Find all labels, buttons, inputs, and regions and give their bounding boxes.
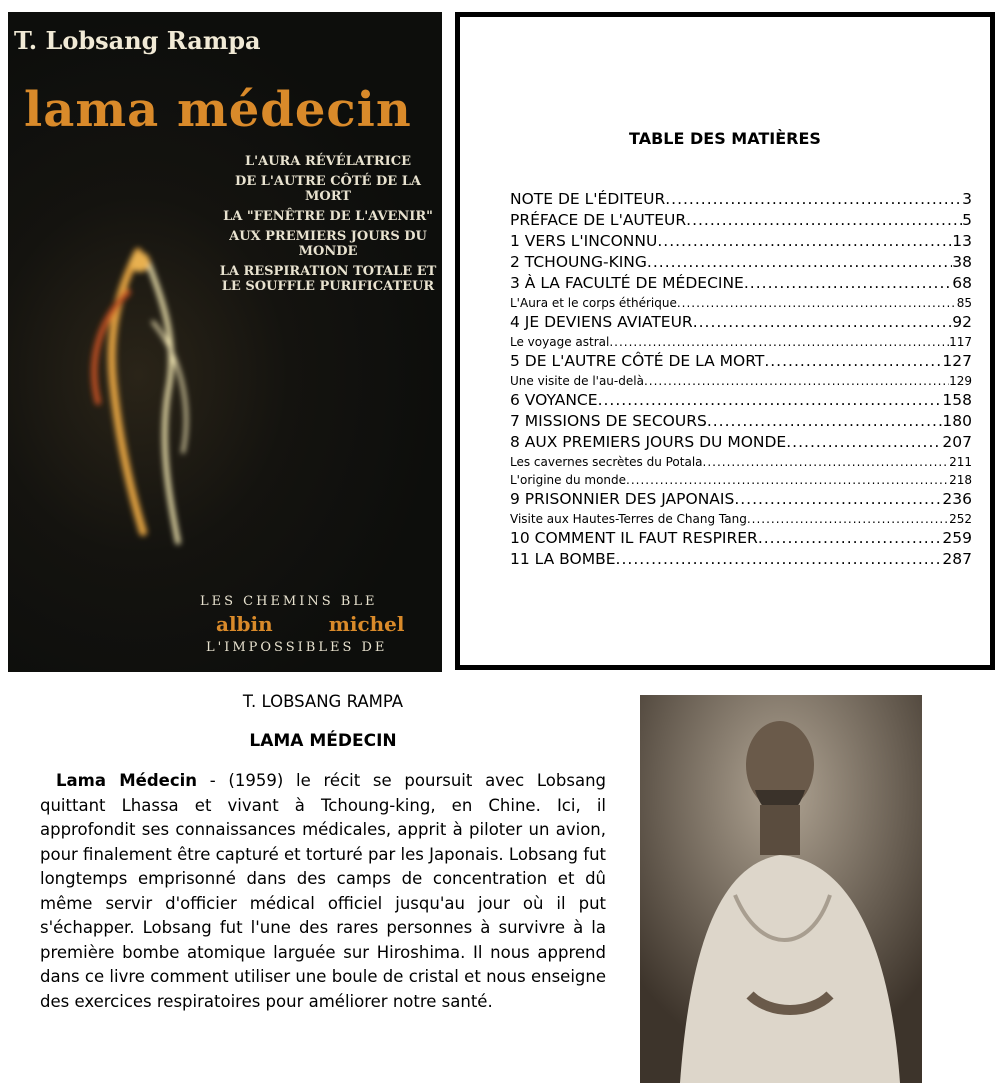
toc-leader-dots — [744, 273, 952, 294]
glowing-figure-illustration — [68, 232, 218, 552]
toc-entry-page: 117 — [949, 335, 972, 349]
toc-leader-dots — [764, 351, 942, 372]
toc-entry-page: 85 — [956, 296, 972, 310]
toc-entry-page: 207 — [942, 433, 972, 451]
collection-name-top: LES CHEMINS BLE — [200, 594, 378, 609]
toc-entry-page: 158 — [942, 391, 972, 409]
toc-entry — [510, 471, 972, 489]
toc-entry-page: 287 — [942, 550, 972, 568]
toc-leader-dots — [598, 390, 943, 411]
toc-list — [510, 189, 972, 570]
toc-entry-label: 1 VERS L'INCONNU — [510, 232, 658, 250]
toc-entry-label: 5 DE L'AUTRE CÔTÉ DE LA MORT — [510, 352, 765, 370]
toc-entry-label: Les cavernes secrètes du Potala — [510, 455, 703, 469]
toc-entry-label: 9 PRISONNIER DES JAPONAIS — [510, 490, 735, 508]
toc-leader-dots — [747, 510, 949, 528]
toc-entry-label: Visite aux Hautes-Terres de Chang Tang — [510, 512, 747, 526]
cover-author: T. Lobsang Rampa — [14, 26, 261, 55]
book-cover — [8, 12, 442, 672]
book-description — [40, 690, 606, 1014]
toc-entry-page: 92 — [952, 313, 972, 331]
toc-entry-page: 129 — [949, 374, 972, 388]
cover-subtitle: LA "FENÊTRE DE L'AVENIR" — [223, 209, 433, 224]
toc-leader-dots — [609, 333, 949, 351]
toc-leader-dots — [644, 372, 949, 390]
toc-entry — [510, 333, 972, 351]
toc-entry-page: 218 — [949, 473, 972, 487]
toc-leader-dots — [657, 231, 952, 252]
toc-entry — [510, 432, 972, 453]
cover-subtitle: DE L'AUTRE CÔTÉ DE LA MORT — [235, 174, 421, 204]
toc-entry-label: PRÉFACE DE L'AUTEUR — [510, 211, 687, 229]
toc-entry-page: 211 — [949, 455, 972, 469]
toc-leader-dots — [693, 312, 953, 333]
toc-entry — [510, 294, 972, 312]
toc-leader-dots — [786, 432, 942, 453]
toc-entry-page: 259 — [942, 529, 972, 547]
cover-subtitles — [213, 154, 442, 299]
toc-entry — [510, 390, 972, 411]
toc-entry-page: 180 — [942, 412, 972, 430]
toc-entry-label: 3 À LA FACULTÉ DE MÉDECINE — [510, 274, 744, 292]
toc-leader-dots — [707, 411, 943, 432]
cover-subtitle: LA RESPIRATION TOTALE ET LE SOUFFLE PURIFICATEUR — [219, 264, 437, 294]
toc-entry — [510, 189, 972, 210]
toc-entry-page: 13 — [952, 232, 972, 250]
description-body: Lama Médecin - (1959) le récit se poursuit avec Lobsang quittant Lhassa et vivant à Tchoung-king, en Chine. Ici, il approfondit ses connaissances médicales, apprit à piloter un avion, pour finalement être capturé et torturé par les Japonais. Lobsang fut longtemps emprisonné dans des camps de concentration et dû même servir d'officier médical officiel jusqu'au jour où il put s'échapper. Lobsang fut l'une des rares personnes à survivre à la première bombe atomique larguée sur Hiroshima. Il nous apprend dans ce livre comment utiliser une boule de cristal et nous enseigne des exercices respiratoires pour améliorer notre santé. — [40, 771, 607, 1011]
toc-entry-label: Le voyage astral — [510, 335, 610, 349]
cover-subtitle: AUX PREMIERS JOURS DU MONDE — [229, 229, 427, 259]
toc-entry — [510, 210, 972, 231]
toc-leader-dots — [677, 294, 957, 312]
description-lead: Lama Médecin — [56, 771, 198, 790]
toc-entry-page: 38 — [952, 253, 972, 271]
toc-entry-page: 236 — [942, 490, 972, 508]
toc-leader-dots — [647, 252, 952, 273]
toc-entry-label: L'Aura et le corps éthérique — [510, 296, 677, 310]
toc-leader-dots — [616, 549, 943, 570]
toc-entry — [510, 489, 972, 510]
toc-leader-dots — [686, 210, 962, 231]
toc-leader-dots — [734, 489, 942, 510]
toc-title: TABLE DES MATIÈRES — [629, 129, 821, 148]
description-author: T. LOBSANG RAMPA — [242, 692, 404, 711]
toc-entry-label: 4 JE DEVIENS AVIATEUR — [510, 313, 693, 331]
author-portrait — [640, 695, 922, 1083]
toc-entry-label: 2 TCHOUNG-KING — [510, 253, 647, 271]
toc-entry — [510, 231, 972, 252]
toc-entry-label: 10 COMMENT IL FAUT RESPIRER — [510, 529, 758, 547]
cover-subtitle: L'AURA RÉVÉLATRICE — [245, 154, 411, 169]
toc-entry-label: Une visite de l'au-delà — [510, 374, 644, 388]
toc-entry-label: 11 LA BOMBE — [510, 550, 616, 568]
toc-entry — [510, 411, 972, 432]
toc-entry — [510, 528, 972, 549]
toc-entry-label: 6 VOYANCE — [510, 391, 598, 409]
toc-leader-dots — [626, 471, 949, 489]
toc-entry-page: 127 — [942, 352, 972, 370]
toc-entry-label: 7 MISSIONS DE SECOURS — [510, 412, 707, 430]
toc-entry — [510, 372, 972, 390]
toc-entry-page: 68 — [952, 274, 972, 292]
toc-entry-label: 8 AUX PREMIERS JOURS DU MONDE — [510, 433, 787, 451]
collection-name-bottom: L'IMPOSSIBLES DE — [206, 640, 388, 655]
toc-entry — [510, 252, 972, 273]
toc-leader-dots — [665, 189, 962, 210]
toc-entry — [510, 351, 972, 372]
toc-entry-page: 252 — [949, 512, 972, 526]
toc-entry-label: NOTE DE L'ÉDITEUR — [510, 190, 666, 208]
toc-entry — [510, 510, 972, 528]
toc-entry — [510, 549, 972, 570]
cover-title: lama médecin — [24, 82, 412, 138]
description-title: LAMA MÉDECIN — [249, 730, 397, 751]
publisher-logo: albin michel — [216, 612, 405, 636]
table-of-contents — [455, 12, 995, 670]
toc-entry-page: 3 — [962, 190, 972, 208]
toc-entry-page: 5 — [962, 211, 972, 229]
toc-entry — [510, 273, 972, 294]
toc-leader-dots — [703, 453, 950, 471]
toc-leader-dots — [758, 528, 943, 549]
toc-entry-label: L'origine du monde — [510, 473, 627, 487]
toc-entry — [510, 312, 972, 333]
toc-entry — [510, 453, 972, 471]
